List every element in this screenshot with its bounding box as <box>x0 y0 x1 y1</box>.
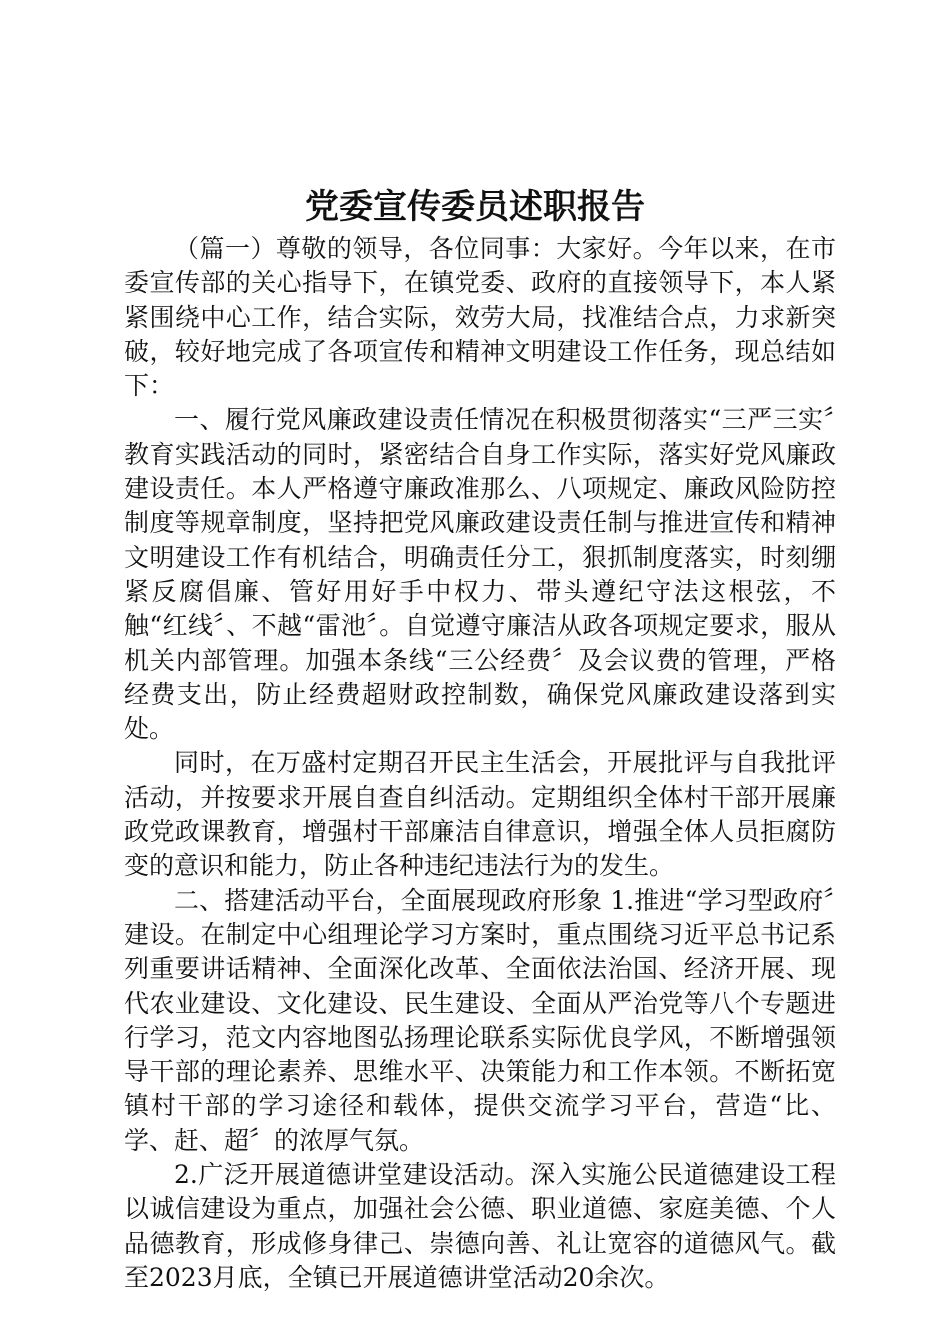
paragraph-intro: （篇一）尊敬的领导，各位同事：大家好。今年以来，在市委宣传部的关心指导下，在镇党委、政府的直接领导下，本人紧紧围绕中心工作，结合实际，效劳大局，找准结合点，力求新突破，较好地完成了各项宣传和精神文明建设工作任务，现总结如下： <box>124 234 836 401</box>
document-body <box>124 232 836 1295</box>
paragraph-section-two: 二、搭建活动平台，全面展现政府形象 1.推进“学习型政府〞建设。在制定中心组理论学习方案时，重点围绕习近平总书记系列重要讲话精神、全面深化改革、全面依法治国、经济开展、现代农业建设、文化建设、民生建设、全面从严治党等八个专题进行学习，范文内容地图弘扬理论联系实际优良学风，不断增强领导干部的理论素养、思维水平、决策能力和工作本领。不断拓宽镇村干部的学习途径和载体，提供交流学习平台，营造“比、学、赶、超〞的浓厚气氛。 <box>124 885 836 1155</box>
paragraph-section-two-item-2: 2.广泛开展道德讲堂建设活动。深入实施公民道德建设工程以诚信建设为重点，加强社会公德、职业道德、家庭美德、个人品德教育，形成修身律己、崇德向善、礼让宽容的道德风气。截至2023月底，全镇已开展道德讲堂活动20余次。 <box>124 1160 836 1292</box>
paragraph-section-one: 一、履行党风廉政建设责任情况在积极贯彻落实“三严三实〞教育实践活动的同时，紧密结合自身工作实际，落实好党风廉政建设责任。本人严格遵守廉政准那么、八项规定、廉政风险防控制度等规章制度，坚持把党风廉政建设责任制与推进宣传和精神文明建设工作有机结合，明确责任分工，狠抓制度落实，时刻绷紧反腐倡廉、管好用好手中权力、带头遵纪守法这根弦，不触“红线〞、不越“雷池〞。自觉遵守廉洁从政各项规定要求，服从机关内部管理。加强本条线“三公经费〞及会议费的管理，严格经费支出，防止经费超财政控制数，确保党风廉政建设落到实处。 <box>124 405 836 744</box>
paragraph-section-one-cont: 同时，在万盛村定期召开民主生活会，开展批评与自我批评活动，并按要求开展自查自纠活动。定期组织全体村干部开展廉政党政课教育，增强村干部廉洁自律意识，增强全体人员拒腐防变的意识和能力，防止各种违纪违法行为的发生。 <box>124 748 836 881</box>
document-title: 党委宣传委员述职报告 <box>305 187 645 227</box>
